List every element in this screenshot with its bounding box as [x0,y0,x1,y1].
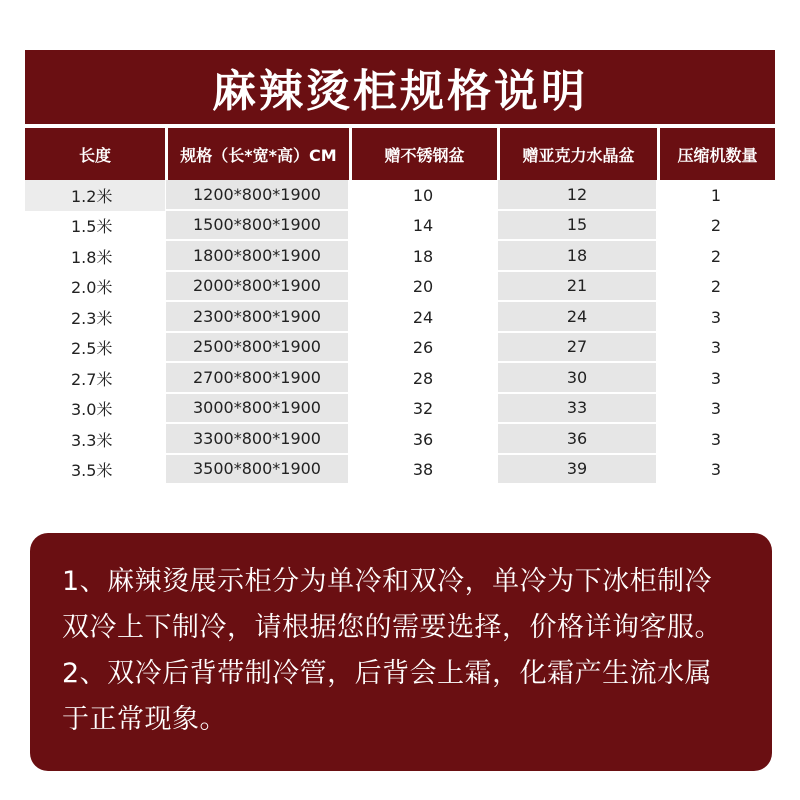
cell-spec: 1200*800*1900 [166,180,348,211]
header-steel-basin: 赠不锈钢盆 [349,128,497,180]
cell-steel-basin: 28 [412,368,434,388]
cell-length: 2.7米 [71,369,113,389]
cell-steel-basin: 14 [412,216,434,236]
cell-acrylic-basin: 21 [498,272,656,303]
cell-compressor-count: 1 [710,185,722,205]
cell-length: 1.2米 [25,180,165,211]
cell-acrylic-basin: 15 [498,211,656,242]
table-body [25,180,775,485]
cell-acrylic-basin: 39 [498,455,656,486]
table-row [25,363,775,394]
cell-spec: 3000*800*1900 [166,394,348,425]
cell-acrylic-basin: 12 [498,180,656,211]
header-acrylic-basin: 赠亚克力水晶盆 [497,128,657,180]
cell-compressor-count: 2 [710,216,722,236]
cell-acrylic-basin: 27 [498,333,656,364]
cell-length: 3.5米 [71,461,113,481]
cell-compressor-count: 3 [710,429,722,449]
table-row [25,302,775,333]
cell-compressor-count: 3 [710,368,722,388]
table-row [25,333,775,364]
title-banner [25,50,775,124]
cell-spec: 2700*800*1900 [166,363,348,394]
cell-length: 2.3米 [71,308,113,328]
table-row [25,241,775,272]
cell-length: 1.8米 [71,247,113,267]
cell-steel-basin: 38 [412,460,434,480]
table-row [25,455,775,486]
cell-length: 2.0米 [71,278,113,298]
cell-acrylic-basin: 30 [498,363,656,394]
cell-steel-basin: 20 [412,277,434,297]
page-title: 麻辣烫柜规格说明 [212,66,588,117]
header-length: 长度 [78,145,111,165]
cell-acrylic-basin: 33 [498,394,656,425]
cell-steel-basin: 10 [412,185,434,205]
table-row [25,272,775,303]
cell-spec: 2500*800*1900 [166,333,348,364]
header-compressor-count: 压缩机数量 [657,128,775,180]
cell-acrylic-basin: 18 [498,241,656,272]
notes-box [30,533,772,771]
cell-steel-basin: 36 [412,429,434,449]
cell-spec: 3500*800*1900 [166,455,348,486]
table-row [25,180,775,211]
cell-compressor-count: 3 [710,460,722,480]
cell-compressor-count: 2 [710,277,722,297]
table-row [25,424,775,455]
cell-spec: 1500*800*1900 [166,211,348,242]
table-header [25,128,775,180]
cell-spec: 2000*800*1900 [166,272,348,303]
cell-steel-basin: 26 [412,338,434,358]
cell-length: 2.5米 [71,339,113,359]
cell-spec: 3300*800*1900 [166,424,348,455]
table-row [25,394,775,425]
cell-spec: 1800*800*1900 [166,241,348,272]
cell-compressor-count: 3 [710,307,722,327]
note-line: 双冷上下制冷，请根据您的需要选择，价格详询客服。 [62,612,722,643]
cell-length: 1.5米 [71,217,113,237]
cell-steel-basin: 32 [412,399,434,419]
cell-compressor-count: 2 [710,246,722,266]
note-line: 1、麻辣烫展示柜分为单冷和双冷，单冷为下冰柜制冷 [62,566,713,597]
note-line: 于正常现象。 [62,704,227,735]
cell-length: 3.0米 [71,400,113,420]
table-row [25,211,775,242]
note-line: 2、双冷后背带制冷管，后背会上霜，化霜产生流水属 [62,658,713,689]
cell-spec: 2300*800*1900 [166,302,348,333]
header-spec: 规格（长*宽*高）CM [165,128,349,180]
cell-compressor-count: 3 [710,399,722,419]
cell-steel-basin: 18 [412,246,434,266]
cell-acrylic-basin: 24 [498,302,656,333]
cell-acrylic-basin: 36 [498,424,656,455]
cell-compressor-count: 3 [710,338,722,358]
cell-steel-basin: 24 [412,307,434,327]
cell-length: 3.3米 [71,430,113,450]
